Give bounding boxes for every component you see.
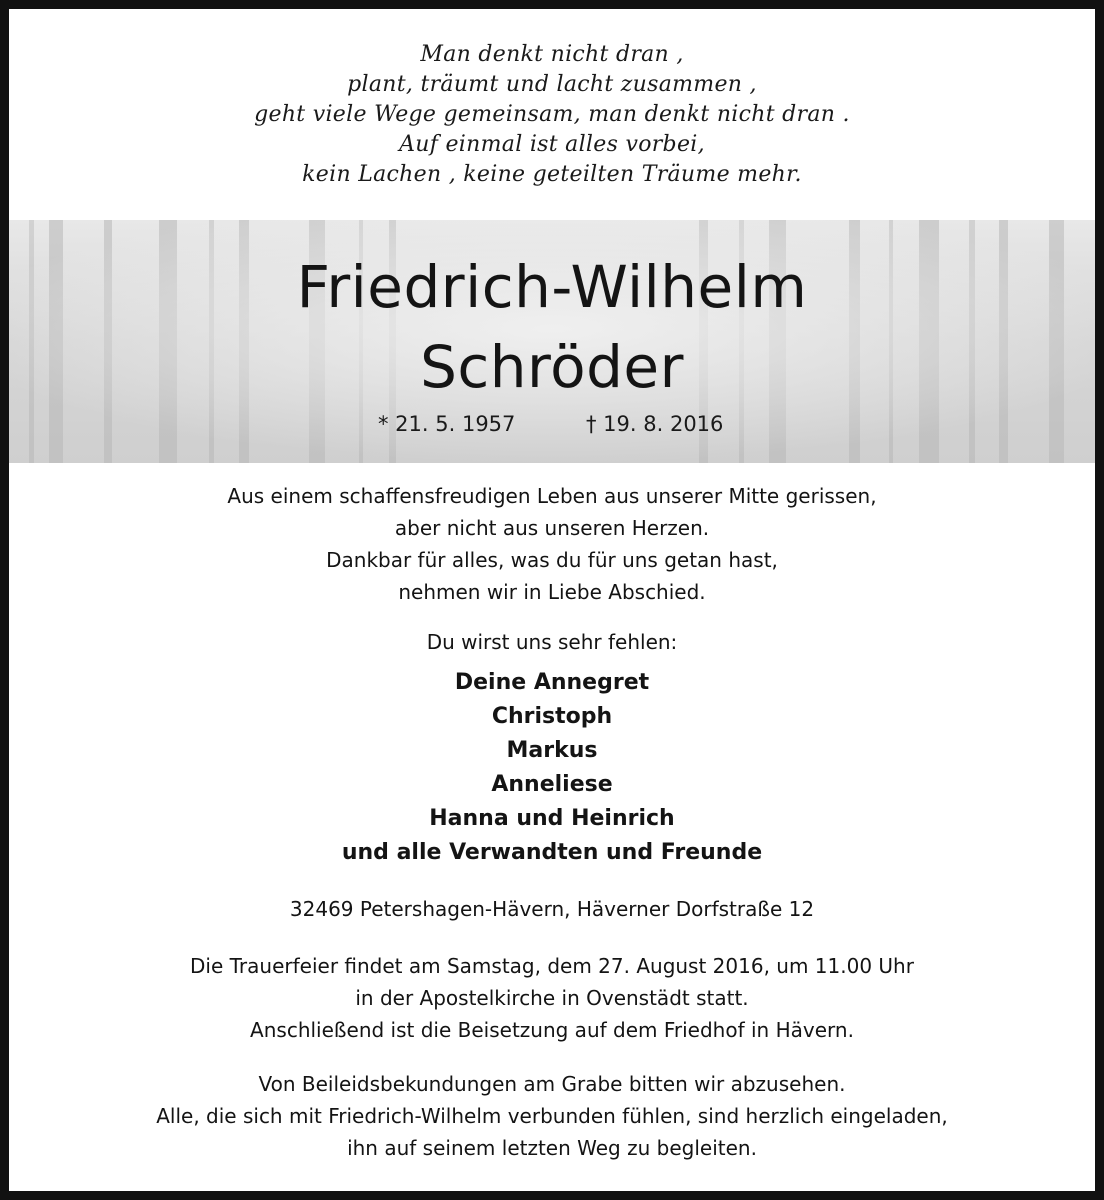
family-member: und alle Verwandten und Freunde bbox=[341, 840, 763, 865]
service-line: Anschließend ist die Beisetzung auf dem Friedhof in Hävern. bbox=[250, 1018, 854, 1042]
birth-date: * 21. 5. 1957 bbox=[378, 412, 516, 436]
farewell-line: Aus einem schaffensfreudigen Leben aus unserer Mitte gerissen, bbox=[227, 484, 877, 508]
family-member: Hanna und Heinrich bbox=[429, 806, 675, 831]
deceased-first-names: Friedrich-Wilhelm bbox=[296, 253, 808, 321]
closing-line: Alle, die sich mit Friedrich-Wilhelm verbunden fühlen, sind herzlich eingeladen, bbox=[156, 1104, 948, 1128]
death-date: † 19. 8. 2016 bbox=[586, 412, 724, 436]
service-line: in der Apostelkirche in Ovenstädt statt. bbox=[355, 986, 749, 1010]
miss-line bbox=[0, 626, 1104, 658]
family-list bbox=[0, 666, 1104, 870]
poem-line: plant, träumt und lacht zusammen , bbox=[347, 72, 757, 97]
family-member: Markus bbox=[506, 738, 598, 763]
family-member: Anneliese bbox=[491, 772, 613, 797]
poem-line: geht viele Wege gemeinsam, man denkt nicht dran . bbox=[254, 102, 850, 127]
farewell-line: Dankbar für alles, was du für uns getan hast, bbox=[326, 548, 778, 572]
address bbox=[0, 893, 1104, 925]
miss-text: Du wirst uns sehr fehlen: bbox=[426, 630, 678, 654]
family-member: Deine Annegret bbox=[454, 670, 650, 695]
service-line: Die Trauerfeier findet am Samstag, dem 27. August 2016, um 11.00 Uhr bbox=[190, 954, 914, 978]
closing-line: Von Beileidsbekundungen am Grabe bitten wir abzusehen. bbox=[258, 1072, 846, 1096]
family-member: Christoph bbox=[491, 704, 613, 729]
closing-text bbox=[0, 1068, 1104, 1164]
closing-line: ihn auf seinem letzten Weg zu begleiten. bbox=[347, 1136, 757, 1160]
deceased-surname: Schröder bbox=[420, 333, 684, 401]
farewell-text bbox=[0, 480, 1104, 608]
farewell-line: nehmen wir in Liebe Abschied. bbox=[398, 580, 706, 604]
address-line: 32469 Petershagen-Hävern, Häverner Dorfstraße 12 bbox=[289, 897, 815, 921]
poem-line: kein Lachen , keine geteilten Träume mehr. bbox=[302, 162, 802, 187]
poem bbox=[0, 40, 1104, 190]
poem-line: Man denkt nicht dran , bbox=[420, 42, 684, 67]
poem-line: Auf einmal ist alles vorbei, bbox=[399, 132, 705, 157]
service-info bbox=[0, 950, 1104, 1046]
farewell-line: aber nicht aus unseren Herzen. bbox=[394, 516, 710, 540]
